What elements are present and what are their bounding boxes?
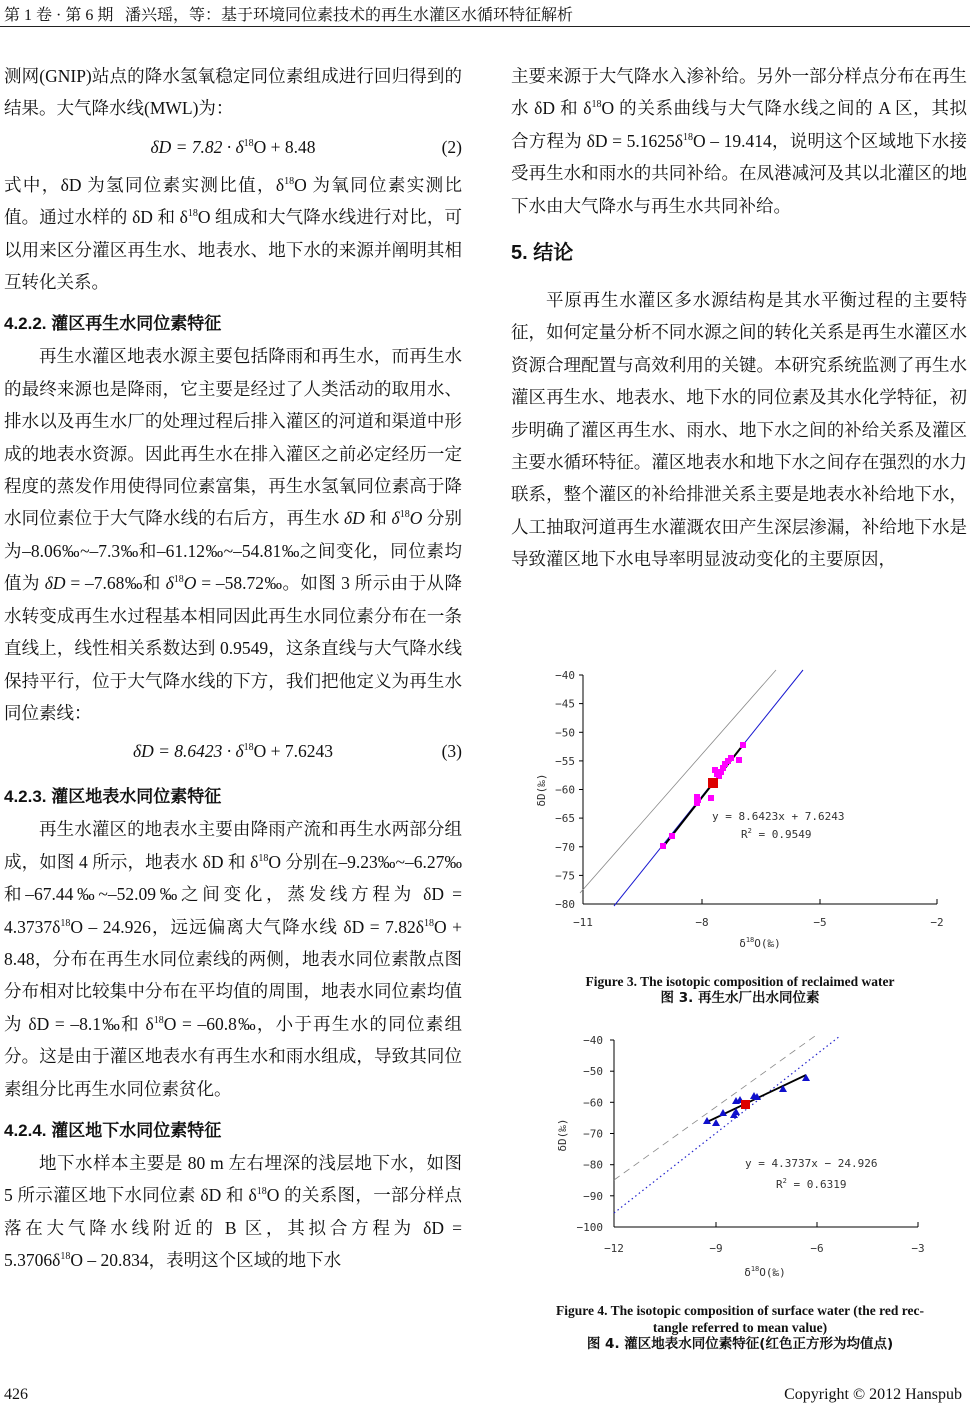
- svg-text:−60: −60: [583, 1096, 603, 1110]
- svg-text:−50: −50: [583, 1065, 603, 1079]
- svg-text:−75: −75: [555, 869, 575, 883]
- mean-value-marker: [741, 1100, 750, 1109]
- paragraph: 平原再生水灌区多水源结构是其水平衡过程的主要特征，如何定量分析不同水源之间的转化关系是再生水灌区水资源合理配置与高效利用的关键。本研究系统监测了再生水灌区再生水、地表水、地下水的同位素及其水化学特征，初步明确了灌区再生水、雨水、地下水之间的补给关系及灌区主要水循环特征。灌区地表水和地下水之间存在强烈的水力联系，整个灌区的补给排泄关系主要是地表水补给地下水，人工抽取河道再生水灌溉农田产生深层渗漏，补给地下水是导致灌区地下水电导率明显波动变化的主要原因，: [511, 290, 967, 570]
- meteoric-water-line: [580, 670, 776, 893]
- paragraph: 测网(GNIP)站点的降水氢氧稳定同位素组成进行回归得到的结果。大气降水线(MWL)为：: [4, 66, 462, 119]
- figure-4-chart: [540, 1025, 960, 1290]
- page-number: 426: [4, 1386, 28, 1403]
- copyright: Copyright © 2012 Hanspub: [784, 1386, 962, 1403]
- svg-text:−55: −55: [555, 754, 575, 768]
- mean-value-marker: [708, 778, 718, 788]
- svg-text:−70: −70: [583, 1127, 603, 1141]
- equation-number: (2): [441, 136, 462, 157]
- sample-points: [703, 1074, 810, 1126]
- y-axis-label: δD(‰): [535, 773, 548, 807]
- svg-text:−60: −60: [555, 783, 575, 797]
- paragraph: 式中，δD 为氢同位素实测比值，$\delta^{18}O$ 为氧同位素实测比值。通过水样的 δD 和 $\delta^{18}O$ 组成和大气降水线进行对比，可以用来区分灌区再生水、地表水、地下水的来源并阐明其相互转化关系。: [4, 174, 463, 293]
- paragraph: 再生水灌区的地表水主要由降雨产流和再生水两部分组成，如图 4 所示，地表水 δD 和 $\delta^{18}O$ 分别在–9.23‰~–6.27‰和–67.44‰~–52.09‰之间变化，蒸发线方程为 $\delta D = 4.3737\delta^{18}O - 24.926$，远远偏离大气降水线 $\delta D = 7.82\delta^{18}O + 8.48$，分布在再生水同位素线的两侧，地表水同位素散点图分布相对比较集中分布在平均值的周围，地表水同位素均值为 δD = –8.1‰和 $\delta^{18}O$ = –60.8‰，小于再生水的同位素组分。这是由于灌区地表水有再生水和雨水组成，导致其同位素组分比再生水同位素贫化。: [4, 819, 462, 1099]
- fit-equation: y = 8.6423x + 7.6243: [712, 810, 845, 823]
- figure-3-chart: [520, 660, 960, 960]
- svg-text:−5: −5: [813, 916, 827, 929]
- svg-text:−40: −40: [583, 1034, 603, 1047]
- section-heading-5: 5. 结论: [511, 242, 574, 265]
- equation-3: $\delta D = 8.6423 \cdot \delta^{18}O + 7.6243$ (3): [4, 731, 462, 771]
- svg-text:−80: −80: [555, 898, 575, 911]
- equation-number: (3): [441, 741, 462, 762]
- svg-text:−3: −3: [911, 1242, 925, 1255]
- equation-2: $\delta D = 7.82 \cdot \delta^{18}O + 8.48$ (2): [4, 127, 462, 167]
- r-squared: $R^2 = 0.6319$: [776, 1177, 847, 1191]
- paragraph: 地下水样本主要是 80 m 左右埋深的浅层地下水，如图 5 所示灌区地下水同位素 δD 和 $\delta^{18}O$ 的关系图，一部分样点落在大气降水线附近的 B 区，其拟合方程为 $\delta D = 5.3706\delta^{18}O - 20.834$，表明这个区域的地下水: [4, 1152, 462, 1271]
- page-header: [0, 0, 970, 27]
- svg-text:−70: −70: [555, 840, 575, 854]
- svg-text:−11: −11: [573, 916, 593, 929]
- section-heading-4-2-4: 4.2.4. 灌区地下水同位素特征: [4, 1120, 222, 1140]
- figure-4-caption: Figure 4. The isotopic composition of surface water (the red rec- tangle referred to mean value) 图 4. 灌区地表水同位素特征(红色正方形为均值点): [555, 1303, 925, 1352]
- x-axis-label: $\delta^{18}O(‰)$: [744, 1265, 786, 1279]
- svg-text:−65: −65: [555, 812, 575, 826]
- svg-text:−80: −80: [583, 1158, 603, 1172]
- svg-text:−40: −40: [555, 669, 575, 682]
- r-squared: $R^2 = 0.9549$: [741, 827, 812, 841]
- section-heading-4-2-3: 4.2.3. 灌区地表水同位素特征: [4, 787, 222, 807]
- figure-3-caption: Figure 3. The isotopic composition of reclaimed water 图 3. 再生水厂出水同位素: [585, 974, 895, 1006]
- svg-text:−90: −90: [583, 1189, 603, 1203]
- x-axis-label: $\delta^{18}O(‰)$: [739, 936, 781, 950]
- left-column: [4, 60, 462, 1277]
- paragraph: 主要来源于大气降水入渗补给。另外一部分样点分布在再生水 δD 和 $\delta^{18}O$ 的关系曲线与大气降水线之间的 A 区，其拟合方程为 $\delta D = 5.1625\delta^{18}O - 19.414$，说明这个区域地下水接受再生水和雨水的共同补给。在凤港减河及其以北灌区的地下水由大气降水与再生水共同补给。: [511, 66, 968, 216]
- section-heading-4-2-2: 4.2.2. 灌区再生水同位素特征: [4, 314, 222, 334]
- svg-text:−8: −8: [695, 916, 709, 929]
- y-axis-label: δD(‰): [556, 1118, 569, 1152]
- svg-text:−2: −2: [930, 916, 944, 929]
- journal-volume: 第 1 卷 · 第 6 期: [4, 7, 114, 24]
- svg-text:−100: −100: [576, 1221, 603, 1234]
- svg-text:−6: −6: [810, 1242, 824, 1255]
- fit-equation: y = 4.3737x − 24.926: [745, 1157, 878, 1170]
- svg-text:−50: −50: [555, 726, 575, 740]
- right-column: [511, 60, 967, 576]
- running-title: 潘兴瑶，等：基于环境同位素技术的再生水灌区水循环特征解析: [125, 7, 574, 24]
- svg-text:−45: −45: [555, 697, 575, 711]
- svg-text:−9: −9: [709, 1242, 723, 1255]
- svg-text:−12: −12: [604, 1242, 624, 1255]
- paragraph: 再生水灌区地表水源主要包括降雨和再生水，而再生水的最终来源也是降雨，它主要是经过了人类活动的取用水、排水以及再生水厂的处理过程后排入灌区的河道和渠道中形成的地表水资源。因此再生水在排入灌区之前必定经历一定程度的蒸发作用使得同位素富集，再生水氢氧同位素高于降水同位素位于大气降水线的右后方，再生水 δD 和 $\delta^{18}O$ 分别为–8.06‰~–7.3‰和–61.12‰~–54.81‰之间变化，同位素均值为 δD = –7.68‰和 $\delta^{18}O$ = –58.72‰。如图 3 所示由于从降水转变成再生水过程基本相同因此再生水同位素分布在一条直线上，线性相关系数达到 0.9549，这条直线与大气降水线保持平行，位于大气降水线的下方，我们把他定义为再生水同位素线：: [4, 346, 463, 723]
